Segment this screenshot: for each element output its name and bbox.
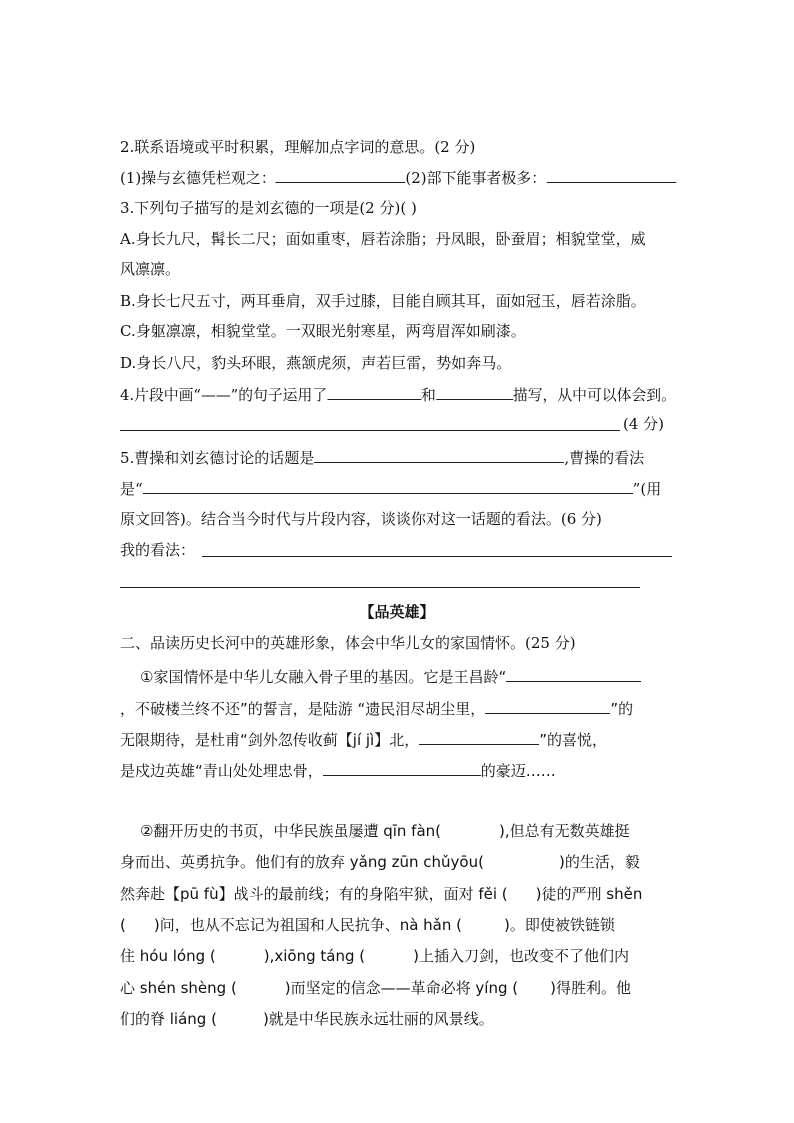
q3-option-b: B.身长七尺五寸，两耳垂肩，双手过膝，目能自顾其耳，面如冠玉，唇若涂脂。: [120, 292, 646, 310]
q3-option-a-cont: 风凛凛。: [120, 260, 181, 278]
para1-text-4b: 的豪迈……: [480, 762, 556, 780]
para1-text-2b: ”的: [610, 700, 634, 718]
para1-text-3b: ”的喜悦，: [539, 731, 607, 749]
para1-text-2: ，不破楼兰终不还”的誓言，是陆游 “遗民泪尽胡尘里，: [120, 700, 486, 718]
para2-text-5b: ),xiōng táng (: [263, 947, 366, 965]
q5-line3: 原文回答)。结合当今时代与片段内容，谈谈你对这一话题的看法。(6 分): [120, 510, 602, 528]
q3-option-a: A.身长九尺，髯长二尺；面如重枣，唇若涂脂；丹凤眼，卧蚕眉；相貌堂堂，威: [120, 230, 646, 248]
para1-blank-4[interactable]: [323, 760, 481, 776]
para2-line5: [120, 946, 629, 966]
para2-text-6c: )得胜利。他: [550, 979, 631, 997]
q5-quote-close: ”(用: [632, 480, 662, 498]
para1-line4: [120, 760, 556, 781]
para1-blank-2[interactable]: [485, 698, 610, 714]
para2-line6: [120, 978, 631, 998]
q5-topic-blank[interactable]: [314, 447, 564, 463]
q2-sub1-answer-line[interactable]: [276, 167, 406, 183]
q3-option-d: D.身长八尺，豹头环眼，燕颔虎须，声若巨雷，势如奔马。: [120, 354, 512, 372]
q3-title: 3.下列句子描写的是刘玄德的一项是(2 分)( ): [120, 199, 417, 217]
para1-text-4: 是戍边英雄“青山处处埋忠骨，: [120, 762, 323, 780]
para2-text-1b: ),但总有无数英雄挺: [499, 822, 630, 840]
q5-line2: [120, 478, 661, 499]
q4-part2: 和: [421, 386, 436, 404]
para2-text-4c: )。即使被铁链锁: [504, 916, 615, 934]
q2-subquestions: [120, 167, 676, 188]
q4-answer-line[interactable]: [120, 430, 620, 431]
para1-line3: [120, 729, 607, 750]
q4-part1: 4.片段中画“——”的句子运用了: [120, 386, 328, 404]
q5-part1: 5.曹操和刘玄德讨论的话题是: [120, 449, 315, 467]
q4-blank-2[interactable]: [436, 384, 513, 400]
para2-text-5c: )上插入刀剑，也改变不了他们内: [413, 947, 629, 965]
para1-line1: [140, 666, 641, 687]
q4-blank-1[interactable]: [327, 384, 421, 400]
q4-score: (4 分): [623, 415, 665, 433]
para2-line1: [140, 821, 630, 841]
para2-line7: [120, 1009, 494, 1029]
para1-blank-1[interactable]: [506, 666, 641, 682]
para2-text-7b: )就是中华民族永远壮丽的风景线。: [262, 1010, 494, 1028]
para1-text-1: ①家国情怀是中华儿女融入骨子里的基因。它是王昌龄“: [140, 668, 507, 686]
para1-blank-3[interactable]: [419, 729, 539, 745]
para2-text-2a: 身而出、英勇抗争。他们有的放弃 yǎng zūn chǔyōu(: [120, 853, 484, 871]
q5-my-view-line-1[interactable]: [202, 556, 672, 557]
para2-text-4b: )问，也从不忘记为祖国和人民抗争、nà hǎn (: [153, 916, 463, 934]
para1-text-3: 无限期待，是杜甫“剑外忽传收蓟【jí jì】北，: [120, 731, 420, 749]
q2-title: 2.联系语境或平时积累，理解加点字词的意思。(2 分): [120, 138, 476, 156]
q2-sub2-label: (2)部下能事者极多：: [405, 169, 547, 187]
para2-text-7a: 们的脊 liáng (: [120, 1010, 217, 1028]
q2-sub1-label: (1)操与玄德凭栏观之：: [120, 169, 276, 187]
para2-text-5a: 住 hóu lóng (: [120, 947, 216, 965]
para2-text-3b: )徒的严刑 shěn: [535, 885, 643, 903]
q5-quote-open: 是“: [120, 480, 143, 498]
q2-sub2-answer-line[interactable]: [546, 167, 676, 183]
para2-text-3a: 然奔赴【pū fù】战斗的最前线；有的身陷牢狱，面对 fěi (: [120, 885, 508, 903]
q5-my-view-line-2[interactable]: [120, 587, 640, 588]
q5-quote-blank[interactable]: [143, 478, 633, 494]
para2-line3: [120, 884, 642, 904]
para2-line4: [120, 915, 615, 935]
para2-text-1a: ②翻开历史的书页，中华民族虽屡遭 qīn fàn(: [140, 822, 442, 840]
para2-text-4a: (: [120, 916, 126, 934]
q3-option-c: C.身躯凛凛，相貌堂堂。一双眼光射寒星，两弯眉浑如刷漆。: [120, 322, 526, 340]
para2-line2: [120, 852, 640, 872]
para1-line2: [120, 698, 633, 719]
q4-part3: 描写，从中可以体会到。: [512, 386, 676, 404]
q5-part2: ,曹操的看法: [564, 449, 645, 467]
para2-text-6a: 心 shén shèng (: [120, 979, 237, 997]
q5-my-view-label: 我的看法：: [120, 541, 196, 559]
section-title: 二、品读历史长河中的英雄形象，体会中华儿女的家国情怀。(25 分): [120, 634, 576, 652]
q5-line1: [120, 447, 644, 468]
q4-line: [120, 384, 676, 405]
section-heading: 【品英雄】: [359, 603, 435, 621]
para2-text-2b: )的生活，毅: [558, 853, 640, 871]
para2-text-6b: )而坚定的信念——革命必将 yíng (: [284, 979, 519, 997]
